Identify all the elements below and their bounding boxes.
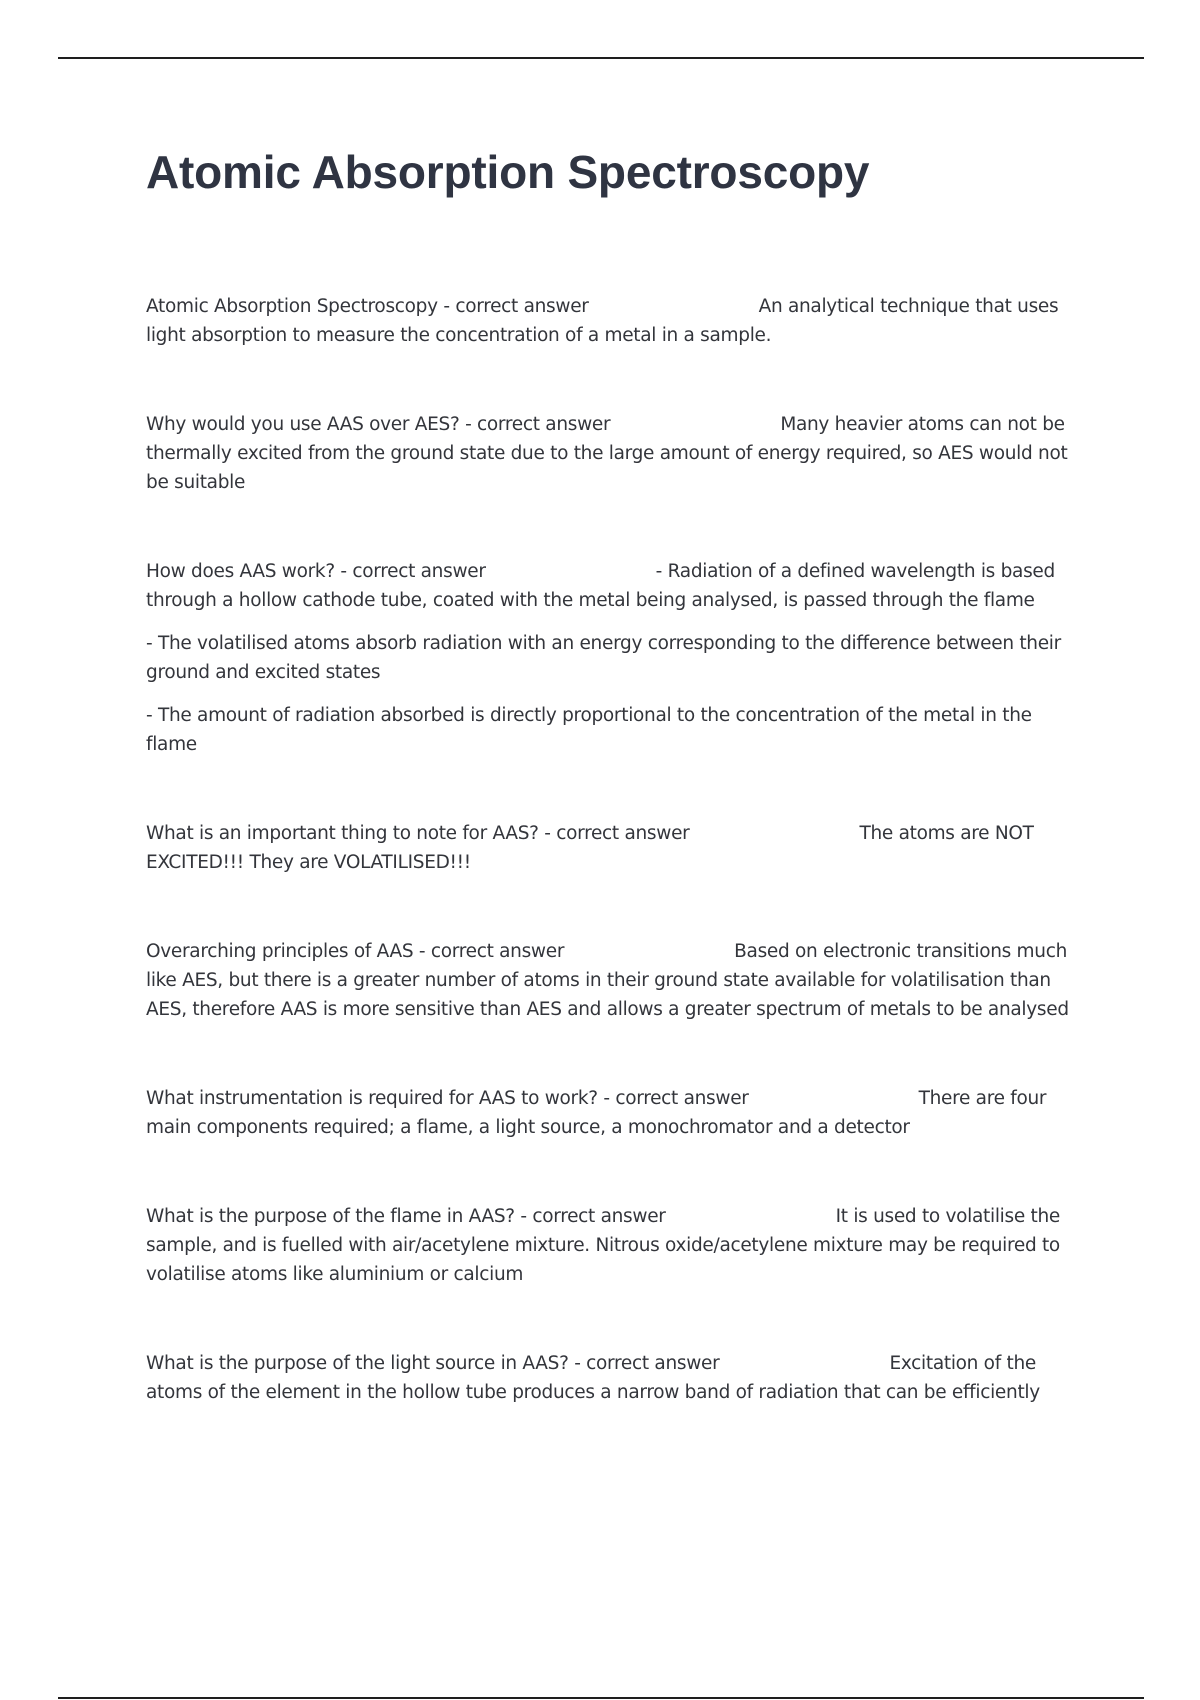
qa-question-answer <box>146 1084 1076 1142</box>
question-text: How does AAS work? <box>146 561 335 582</box>
page-title: Atomic Absorption Spectroscopy <box>146 146 870 198</box>
correct-answer-label: - correct answer <box>413 941 565 962</box>
answer-text: - The amount of radiation absorbed is directly proportional to the concentration of the metal in the flame <box>146 705 1032 755</box>
answer-text: There are four main components required; a flame, a light source, a monochromator and a detector <box>146 1088 1047 1138</box>
qa-question-answer <box>146 937 1076 1024</box>
answer-text: Excitation of the atoms of the element in the hollow tube produces a narrow band of radiation that can be efficiently <box>146 1353 1040 1403</box>
answer-text: - The volatilised atoms absorb radiation with an energy corresponding to the difference between their ground and excited states <box>146 633 1061 683</box>
qa-item <box>146 1349 1076 1407</box>
qa-question-answer <box>146 557 1076 615</box>
correct-answer-label: - correct answer <box>568 1353 720 1374</box>
qa-item <box>146 937 1076 1024</box>
correct-answer-label: - correct answer <box>538 823 690 844</box>
question-text: Why would you use AAS over AES? <box>146 414 460 435</box>
answer-text: Based on electronic transitions much like AES, but there is a greater number of atoms in their ground state available for volatilisation than AES, therefore AAS is more sensitive than AES and allows a greater spectrum of metals to be analysed <box>146 941 1069 1020</box>
correct-answer-label: - correct answer <box>437 296 589 317</box>
question-text: What is the purpose of the light source in AAS? <box>146 1353 569 1374</box>
qa-item <box>146 1202 1076 1289</box>
correct-answer-label: - correct answer <box>459 414 611 435</box>
bottom-rule <box>58 1697 1144 1699</box>
correct-answer-label: - correct answer <box>514 1206 666 1227</box>
qa-question-answer <box>146 819 1076 877</box>
answer-text: It is used to volatilise the sample, and is fuelled with air/acetylene mixture. Nitrous oxide/acetylene mixture may be required to volatilise atoms like aluminium or calcium <box>146 1206 1060 1285</box>
answer-text: - Radiation of a defined wavelength is based through a hollow cathode tube, coated with the metal being analysed, is passed through the flame <box>146 561 1055 611</box>
qa-item <box>146 1084 1076 1142</box>
qa-question-answer <box>146 1202 1076 1289</box>
question-text: What instrumentation is required for AAS to work? <box>146 1088 598 1109</box>
qa-answer-paragraph <box>146 701 1076 759</box>
qa-question-answer <box>146 410 1076 497</box>
answer-text: An analytical technique that uses light absorption to measure the concentration of a metal in a sample. <box>146 296 1059 346</box>
question-text: What is an important thing to note for AAS? <box>146 823 539 844</box>
qa-item <box>146 557 1076 759</box>
question-text: What is the purpose of the flame in AAS? <box>146 1206 515 1227</box>
qa-answer-paragraph <box>146 629 1076 687</box>
question-text: Overarching principles of AAS <box>146 941 414 962</box>
qa-question-answer <box>146 1349 1076 1407</box>
answer-text: The atoms are NOT EXCITED!!! They are VOLATILISED!!! <box>146 823 1034 873</box>
qa-item <box>146 819 1076 877</box>
question-text: Atomic Absorption Spectroscopy <box>146 296 438 317</box>
answer-text: Many heavier atoms can not be thermally excited from the ground state due to the large amount of energy required, so AES would not be suitable <box>146 414 1068 493</box>
top-rule <box>58 57 1144 59</box>
qa-item <box>146 292 1076 350</box>
qa-list <box>146 292 1076 1467</box>
correct-answer-label: - correct answer <box>334 561 486 582</box>
qa-question-answer <box>146 292 1076 350</box>
correct-answer-label: - correct answer <box>597 1088 749 1109</box>
qa-item <box>146 410 1076 497</box>
